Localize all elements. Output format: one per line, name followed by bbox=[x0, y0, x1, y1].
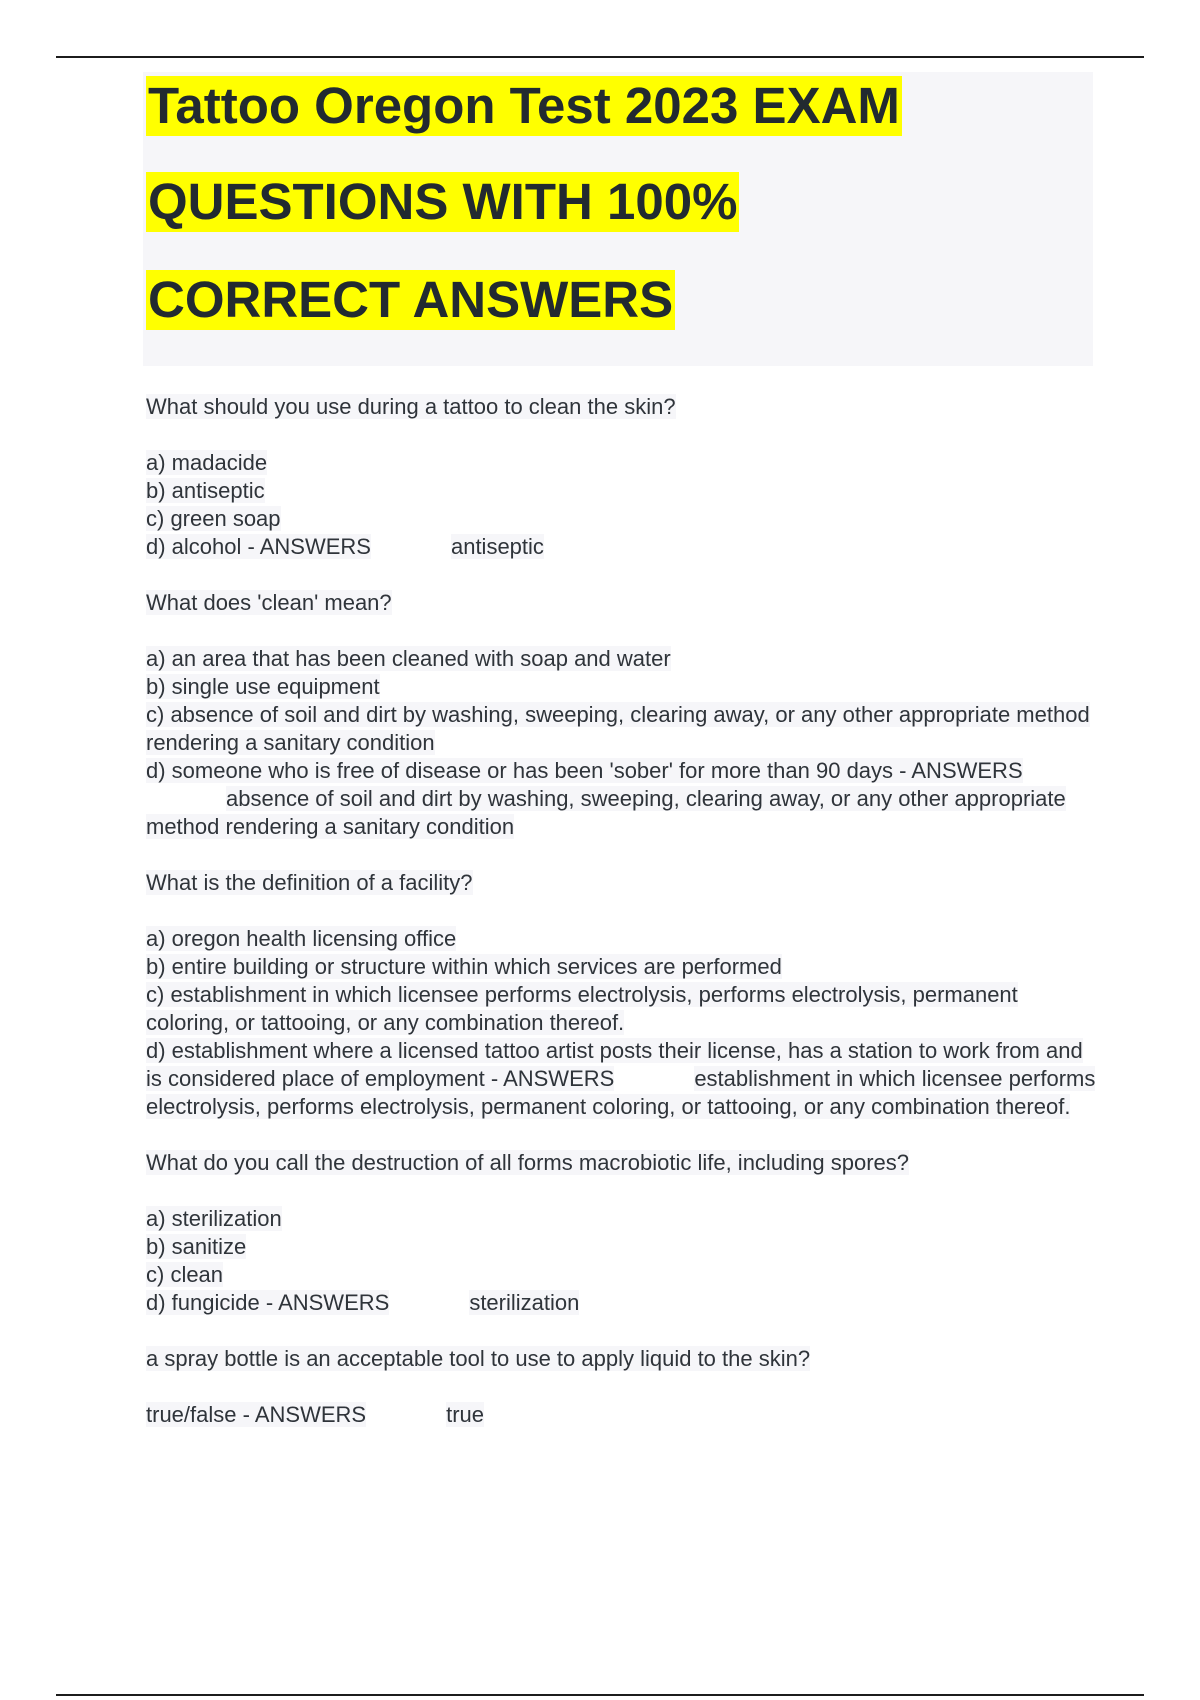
qa-item bbox=[146, 869, 1096, 1121]
last-option: d) someone who is free of disease or has been 'sober' for more than 90 days - ANSWERS bbox=[146, 758, 1023, 783]
qa-item bbox=[146, 393, 1096, 561]
answer-line bbox=[146, 1401, 1096, 1429]
option: c) absence of soil and dirt by washing, sweeping, clearing away, or any other appropriate method rendering a sanitary condition bbox=[146, 702, 1090, 755]
option: b) single use equipment bbox=[146, 674, 380, 699]
option: a) sterilization bbox=[146, 1206, 282, 1231]
last-option: true/false - ANSWERS bbox=[146, 1402, 367, 1427]
answer-text: antiseptic bbox=[450, 534, 544, 559]
title-line-3: CORRECT ANSWERS bbox=[148, 271, 674, 328]
question-text: What should you use during a tattoo to clean the skin? bbox=[146, 394, 676, 419]
answer-line bbox=[146, 533, 1096, 561]
answer-text: absence of soil and dirt by washing, sweeping, clearing away, or any other appropriate method rendering a sanitary condition bbox=[146, 786, 1066, 839]
title-line-1: Tattoo Oregon Test 2023 EXAM bbox=[148, 77, 900, 134]
top-rule bbox=[56, 56, 1144, 58]
option: a) an area that has been cleaned with soap and water bbox=[146, 646, 671, 671]
last-option: d) alcohol - ANSWERS bbox=[146, 534, 371, 559]
last-option: d) establishment where a licensed tattoo artist posts their license, has a station to work from and is considered place of employment - ANSWERS bbox=[146, 1038, 1083, 1091]
answer-text: sterilization bbox=[469, 1290, 580, 1315]
bottom-rule bbox=[56, 1694, 1144, 1696]
answer-text: true bbox=[446, 1402, 484, 1427]
question-text: a spray bottle is an acceptable tool to use to apply liquid to the skin? bbox=[146, 1346, 811, 1371]
title-line-2: QUESTIONS WITH 100% bbox=[148, 173, 738, 230]
last-option: d) fungicide - ANSWERS bbox=[146, 1290, 390, 1315]
answer-text: establishment in which licensee performs electrolysis, performs electrolysis, permanent coloring, or tattooing, or any combination thereof. bbox=[146, 1066, 1096, 1119]
option: c) green soap bbox=[146, 506, 281, 531]
option: c) clean bbox=[146, 1262, 224, 1287]
option: a) oregon health licensing office bbox=[146, 926, 457, 951]
option: b) antiseptic bbox=[146, 478, 265, 503]
question-text: What is the definition of a facility? bbox=[146, 870, 473, 895]
option: a) madacide bbox=[146, 450, 268, 475]
qa-item bbox=[146, 1149, 1096, 1317]
option: c) establishment in which licensee performs electrolysis, performs electrolysis, permanent coloring, or tattooing, or any combination thereof. bbox=[146, 982, 1018, 1035]
qa-item bbox=[146, 1345, 1096, 1429]
question-text: What does 'clean' mean? bbox=[146, 590, 392, 615]
option: b) entire building or structure within which services are performed bbox=[146, 954, 782, 979]
answer-line bbox=[146, 757, 1096, 841]
qa-item bbox=[146, 589, 1096, 841]
option: b) sanitize bbox=[146, 1234, 247, 1259]
answer-line bbox=[146, 1037, 1096, 1121]
question-text: What do you call the destruction of all forms macrobiotic life, including spores? bbox=[146, 1150, 910, 1175]
qa-list bbox=[146, 393, 1096, 1457]
answer-line bbox=[146, 1289, 1096, 1317]
